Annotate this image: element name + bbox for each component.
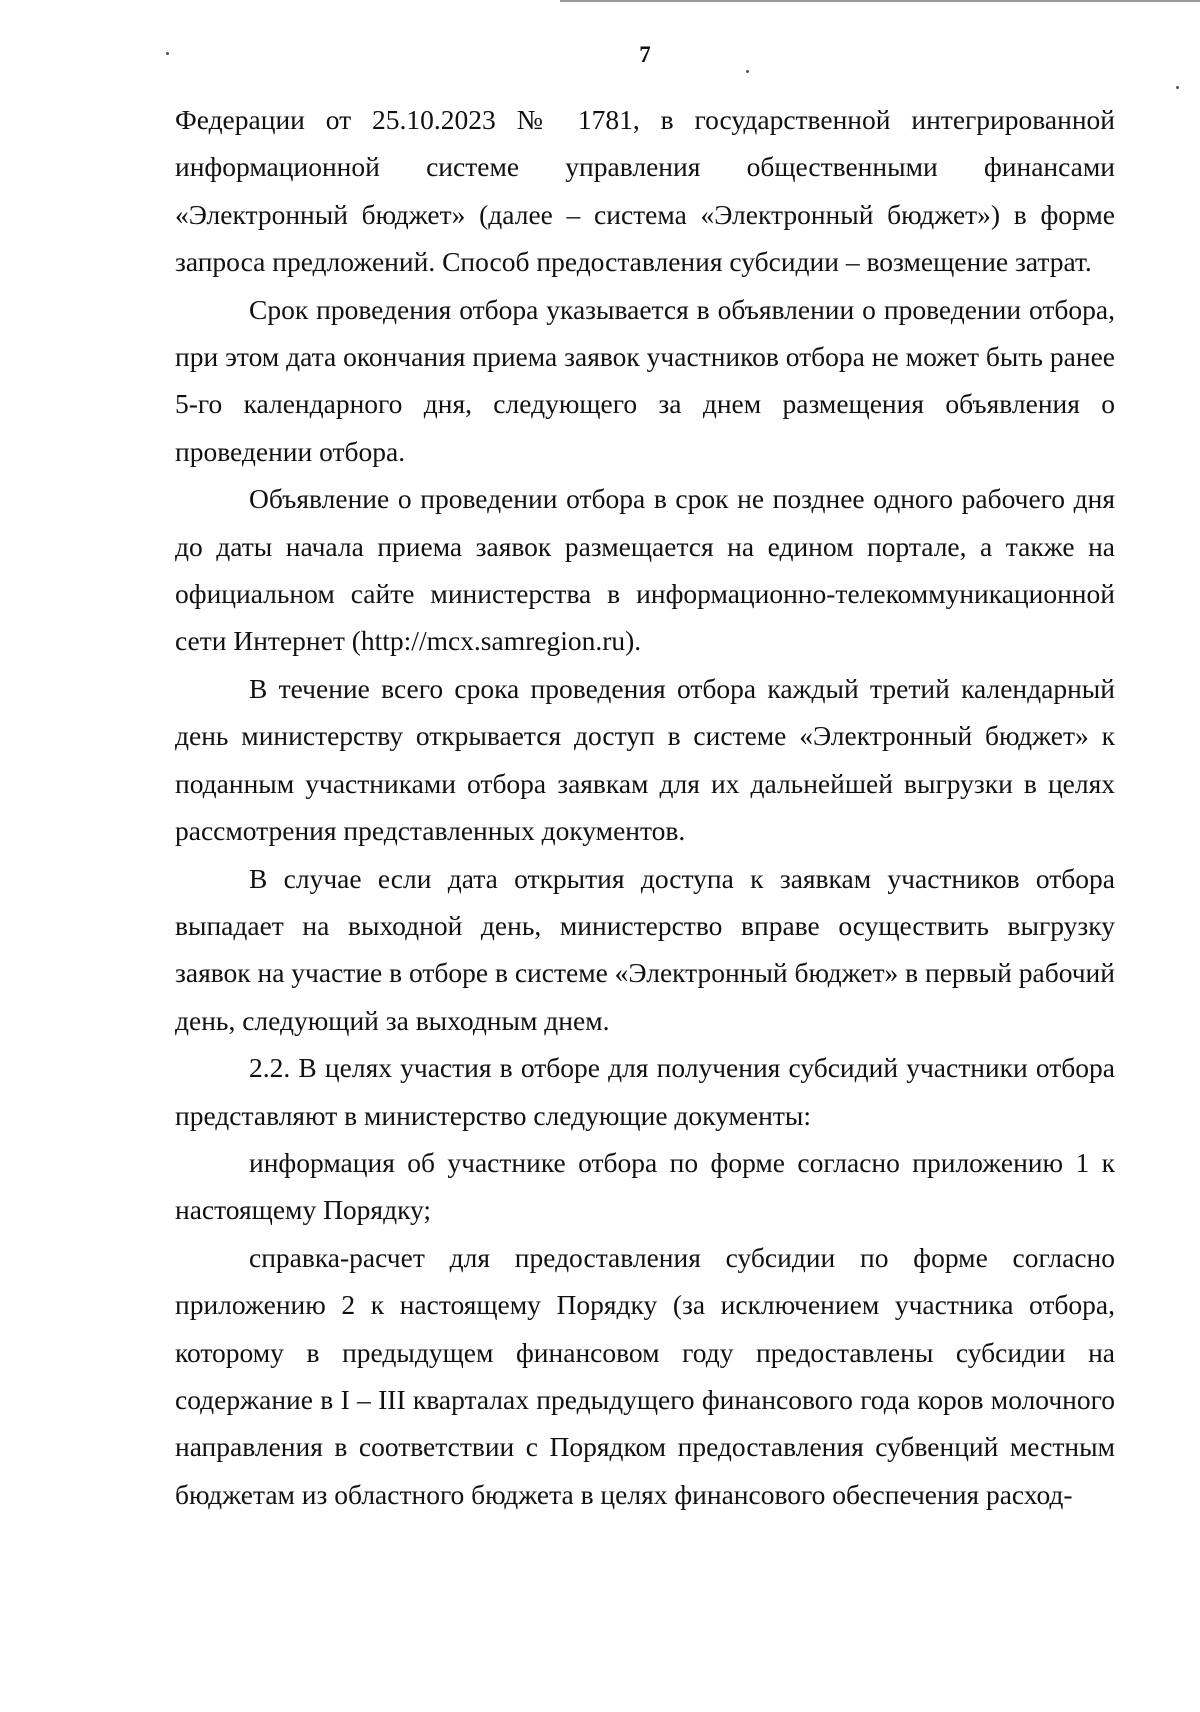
scan-top-edge: [560, 0, 1200, 2]
document-body: [175, 96, 1115, 1518]
paragraph-7: информация об участнике отбора по форме согласно приложению 1 к настоящему Порядку;: [175, 1146, 1115, 1226]
paragraph-8: справка-расчет для предоставления субсидии по форме согласно приложению 2 к настоящему Порядку (за исключением участника отбора, которому в предыдущем финансовом году предоставлены субсидии на содержание в I – III кварталах предыдущего финансового года коров молочного направления в соответствии с Порядком предоставления субвенций местным бюджетам из областного бюджета в целях финансового обеспечения расход-: [175, 1241, 1115, 1510]
paragraph-1: Федерации от 25.10.2023 № 1781, в государственной интегрированной информационной системе управления общественными финансами «Электронный бюджет» (далее – система «Электронный бюджет») в форме запроса предложений. Способ предоставления субсидии – возмещение затрат.: [175, 104, 1115, 278]
paragraph-5: В случае если дата открытия доступа к заявкам участников отбора выпадает на выходной день, министерство вправе осуществить выгрузку заявок на участие в отборе в системе «Электронный бюджет» в первый рабочий день, следующий за выходным днем.: [175, 862, 1115, 1036]
page-number: 7: [639, 42, 651, 67]
paragraph-2: Срок проведения отбора указывается в объявлении о проведении отбора, при этом дата окончания приема заявок участников отбора не может быть ранее 5-го календарного дня, следующего за днем размещения объявления о проведении отбора.: [175, 293, 1115, 467]
scan-speck: [166, 52, 169, 55]
scan-speck: [1176, 86, 1179, 89]
paragraph-6: 2.2. В целях участия в отборе для получения субсидий участники отбора представляют в министерство следующие документы:: [175, 1052, 1115, 1131]
paragraph-4: В течение всего срока проведения отбора каждый третий календарный день министерству открывается доступ в системе «Электронный бюджет» к поданным участниками отбора заявкам для их дальнейшей выгрузки в целях рассмотрения представленных документов.: [175, 672, 1115, 847]
paragraph-3: Объявление о проведении отбора в срок не позднее одного рабочего дня до даты начала приема заявок размещается на едином портале, а также на официальном сайте министерства в информационно-телекоммуникационной сети Интернет (http://mcx.samregion.ru).: [175, 483, 1115, 657]
scan-speck: [746, 70, 749, 73]
